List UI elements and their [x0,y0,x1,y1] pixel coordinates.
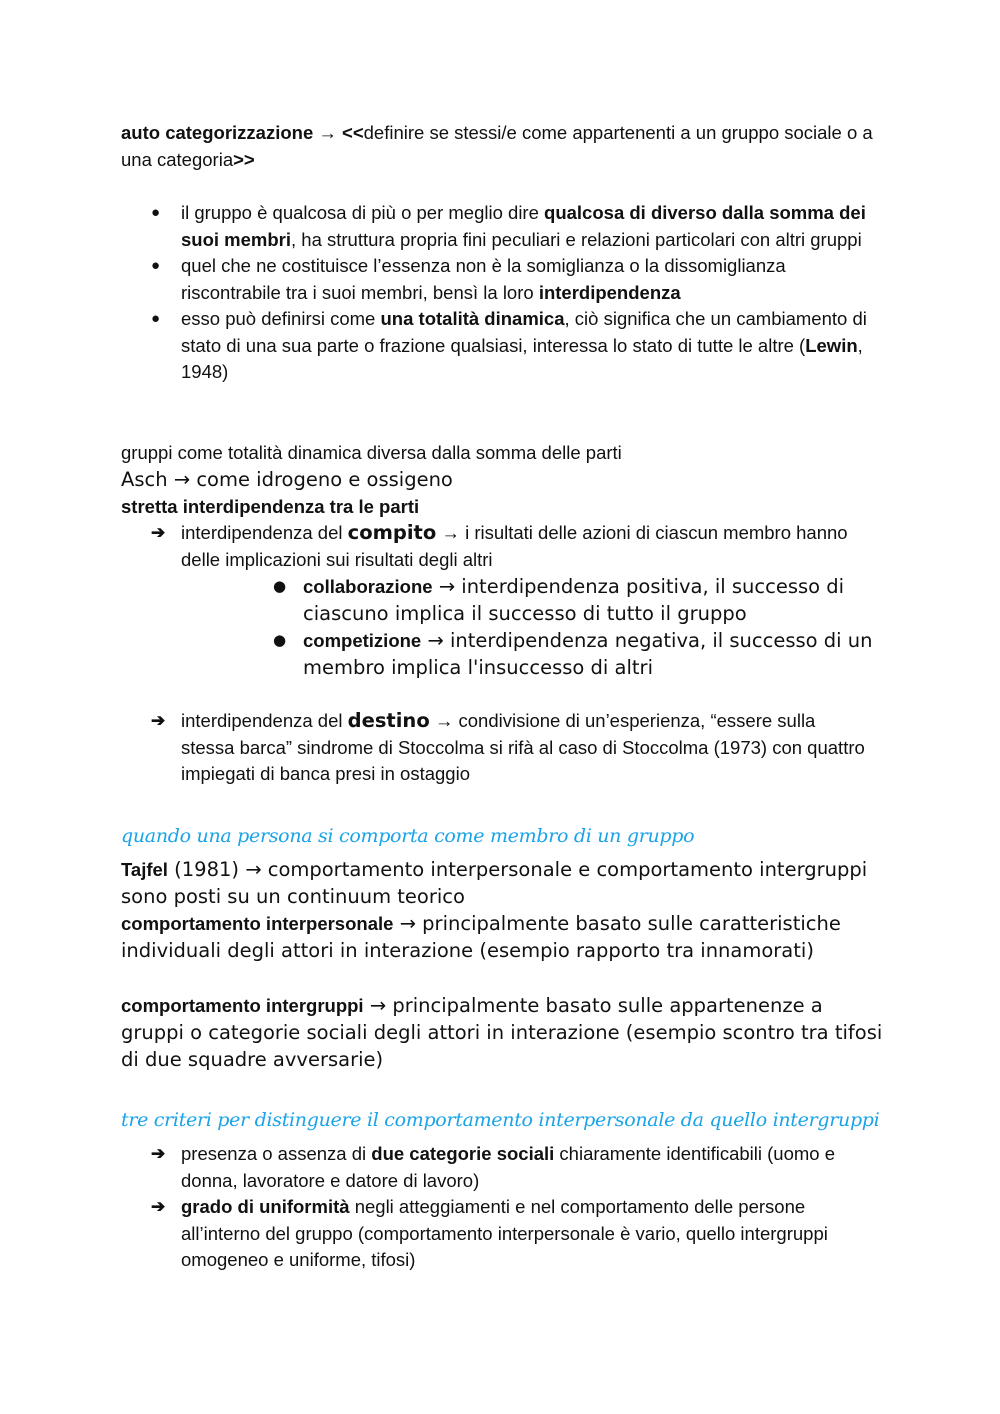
section-heading-membro: quando una persona si comporta come membro di un gruppo [121,825,695,847]
term-bold: comportamento intergruppi [121,995,364,1016]
interdependence-heading: stretta interdipendenza tra le parti [121,496,420,517]
item-bold: due categorie sociali [371,1143,555,1164]
paragraph-text: principalmente basato sulle caratteristiche individuali degli attori in interazione (esempio rapporto tra innamorati) [121,912,841,962]
item-bold: competizione [303,630,422,651]
item-arrow: → [429,710,459,731]
arrow-icon: ➔ [151,1197,166,1216]
intro-arrow: → [313,122,343,143]
item-arrow: → [421,629,450,652]
item-text-end: , 1948) [181,334,863,382]
intergruppi-paragraph [121,992,891,1073]
item-bold: collaborazione [303,576,433,597]
intro-open-quote: << [342,122,364,143]
item-text: interdipendenza negativa, il successo di un membro implica l'insuccesso di altri [303,629,873,679]
item-bold: interdipendenza [538,281,681,303]
item-bold: qualcosa di diverso dalla somma dei suoi membri [181,202,866,250]
item-arrow: → [436,522,466,543]
destino-item [151,708,871,788]
group-properties-list [151,200,881,386]
list-item [151,306,881,386]
arrow-icon: ➔ [151,711,166,730]
intro-close-quote: >> [233,148,255,170]
item-text: interdipendenza del [181,522,348,543]
item-bold: grado di uniformità [181,1196,350,1217]
paragraph-text: (1981) → comportamento interpersonale e comportamento intergruppi sono posti su un continuum teorico [121,858,868,908]
arrow-icon: ➔ [151,1144,166,1163]
bullet-icon: ● [273,577,287,595]
list-item [273,627,883,681]
item-text: interdipendenza positiva, il successo di ciascuno implica il successo di tutto il gruppo [303,575,845,625]
interpersonale-paragraph [121,910,891,964]
item-bold: una totalità dinamica [380,308,565,329]
author-name: Tajfel [121,859,168,880]
item-text: quel che ne costituisce l’essenza non è la somiglianza o la dissomiglianza riscontrabile tra i suoi membri, bensì la loro [181,255,786,303]
term-arrow: → [393,912,423,935]
bullet-icon: ● [151,310,161,327]
intro-term: auto categorizzazione [121,122,314,143]
arrow-icon: ➔ [151,523,166,542]
bullet-icon: ● [273,631,287,649]
list-item [151,253,881,306]
item-text-end: i risultati delle azioni di ciascun membro hanno delle implicazioni sui risultati degli altri [181,522,848,570]
asch-line: Asch → come idrogeno e ossigeno [121,468,453,491]
item-author: Lewin [805,334,858,356]
section-heading-criteri: tre criteri per distinguere il comportamento interpersonale da quello intergruppi [121,1109,880,1131]
bullet-icon: ● [151,257,161,274]
gruppi-line: gruppi come totalità dinamica diversa dalla somma delle parti [121,442,622,463]
destino-keyword: destino [347,709,430,732]
criteria-list [151,1141,881,1274]
term-bold: comportamento interpersonale [121,913,394,934]
item-text: esso può definirsi come [181,308,381,329]
item-text: il gruppo è qualcosa di più o per meglio dire [181,202,545,223]
interdependence-types-list [273,573,883,681]
item-text-end: negli atteggiamenti e nel comportamento delle persone all’interno del gruppo (comportamento interpersonale è vario, quello intergruppi omogeneo e uniforme, tifosi) [181,1196,828,1270]
list-item [151,1141,881,1194]
item-text: interdipendenza del [181,710,348,731]
item-text: presenza o assenza di [181,1143,372,1164]
item-text-end: condivisione di un’esperienza, “essere sulla stessa barca” sindrome di Stoccolma si rifà al caso di Stoccolma (1973) con quattro impiegati di banca presi in ostaggio [181,710,865,784]
tajfel-paragraph [121,856,891,910]
list-item [273,573,883,627]
item-arrow: → [432,575,462,598]
list-item [151,1194,881,1274]
item-text-end: , ha struttura propria fini peculiari e relazioni particolari con altri gruppi [291,228,862,250]
paragraph-text: principalmente basato sulle appartenenze a gruppi o categorie sociali degli attori in interazione (esempio scontro tra tifosi di due squadre avversarie) [121,994,883,1071]
list-item [151,200,881,253]
item-text-mid: , ciò significa che un cambiamento di stato di una sua parte o frazione qualsiasi, interessa lo stato di tutte le altre ( [181,308,867,356]
intro-paragraph [121,120,881,173]
item-text-end: chiaramente identificabili (uomo e donna, lavoratore e datore di lavoro) [181,1143,836,1191]
intro-definition: definire se stessi/e come appartenenti a un gruppo sociale o a una categoria [121,122,873,170]
term-arrow: → [363,994,393,1017]
bullet-icon: ● [151,204,161,221]
compito-keyword: compito [347,521,437,544]
compito-item [151,520,871,573]
